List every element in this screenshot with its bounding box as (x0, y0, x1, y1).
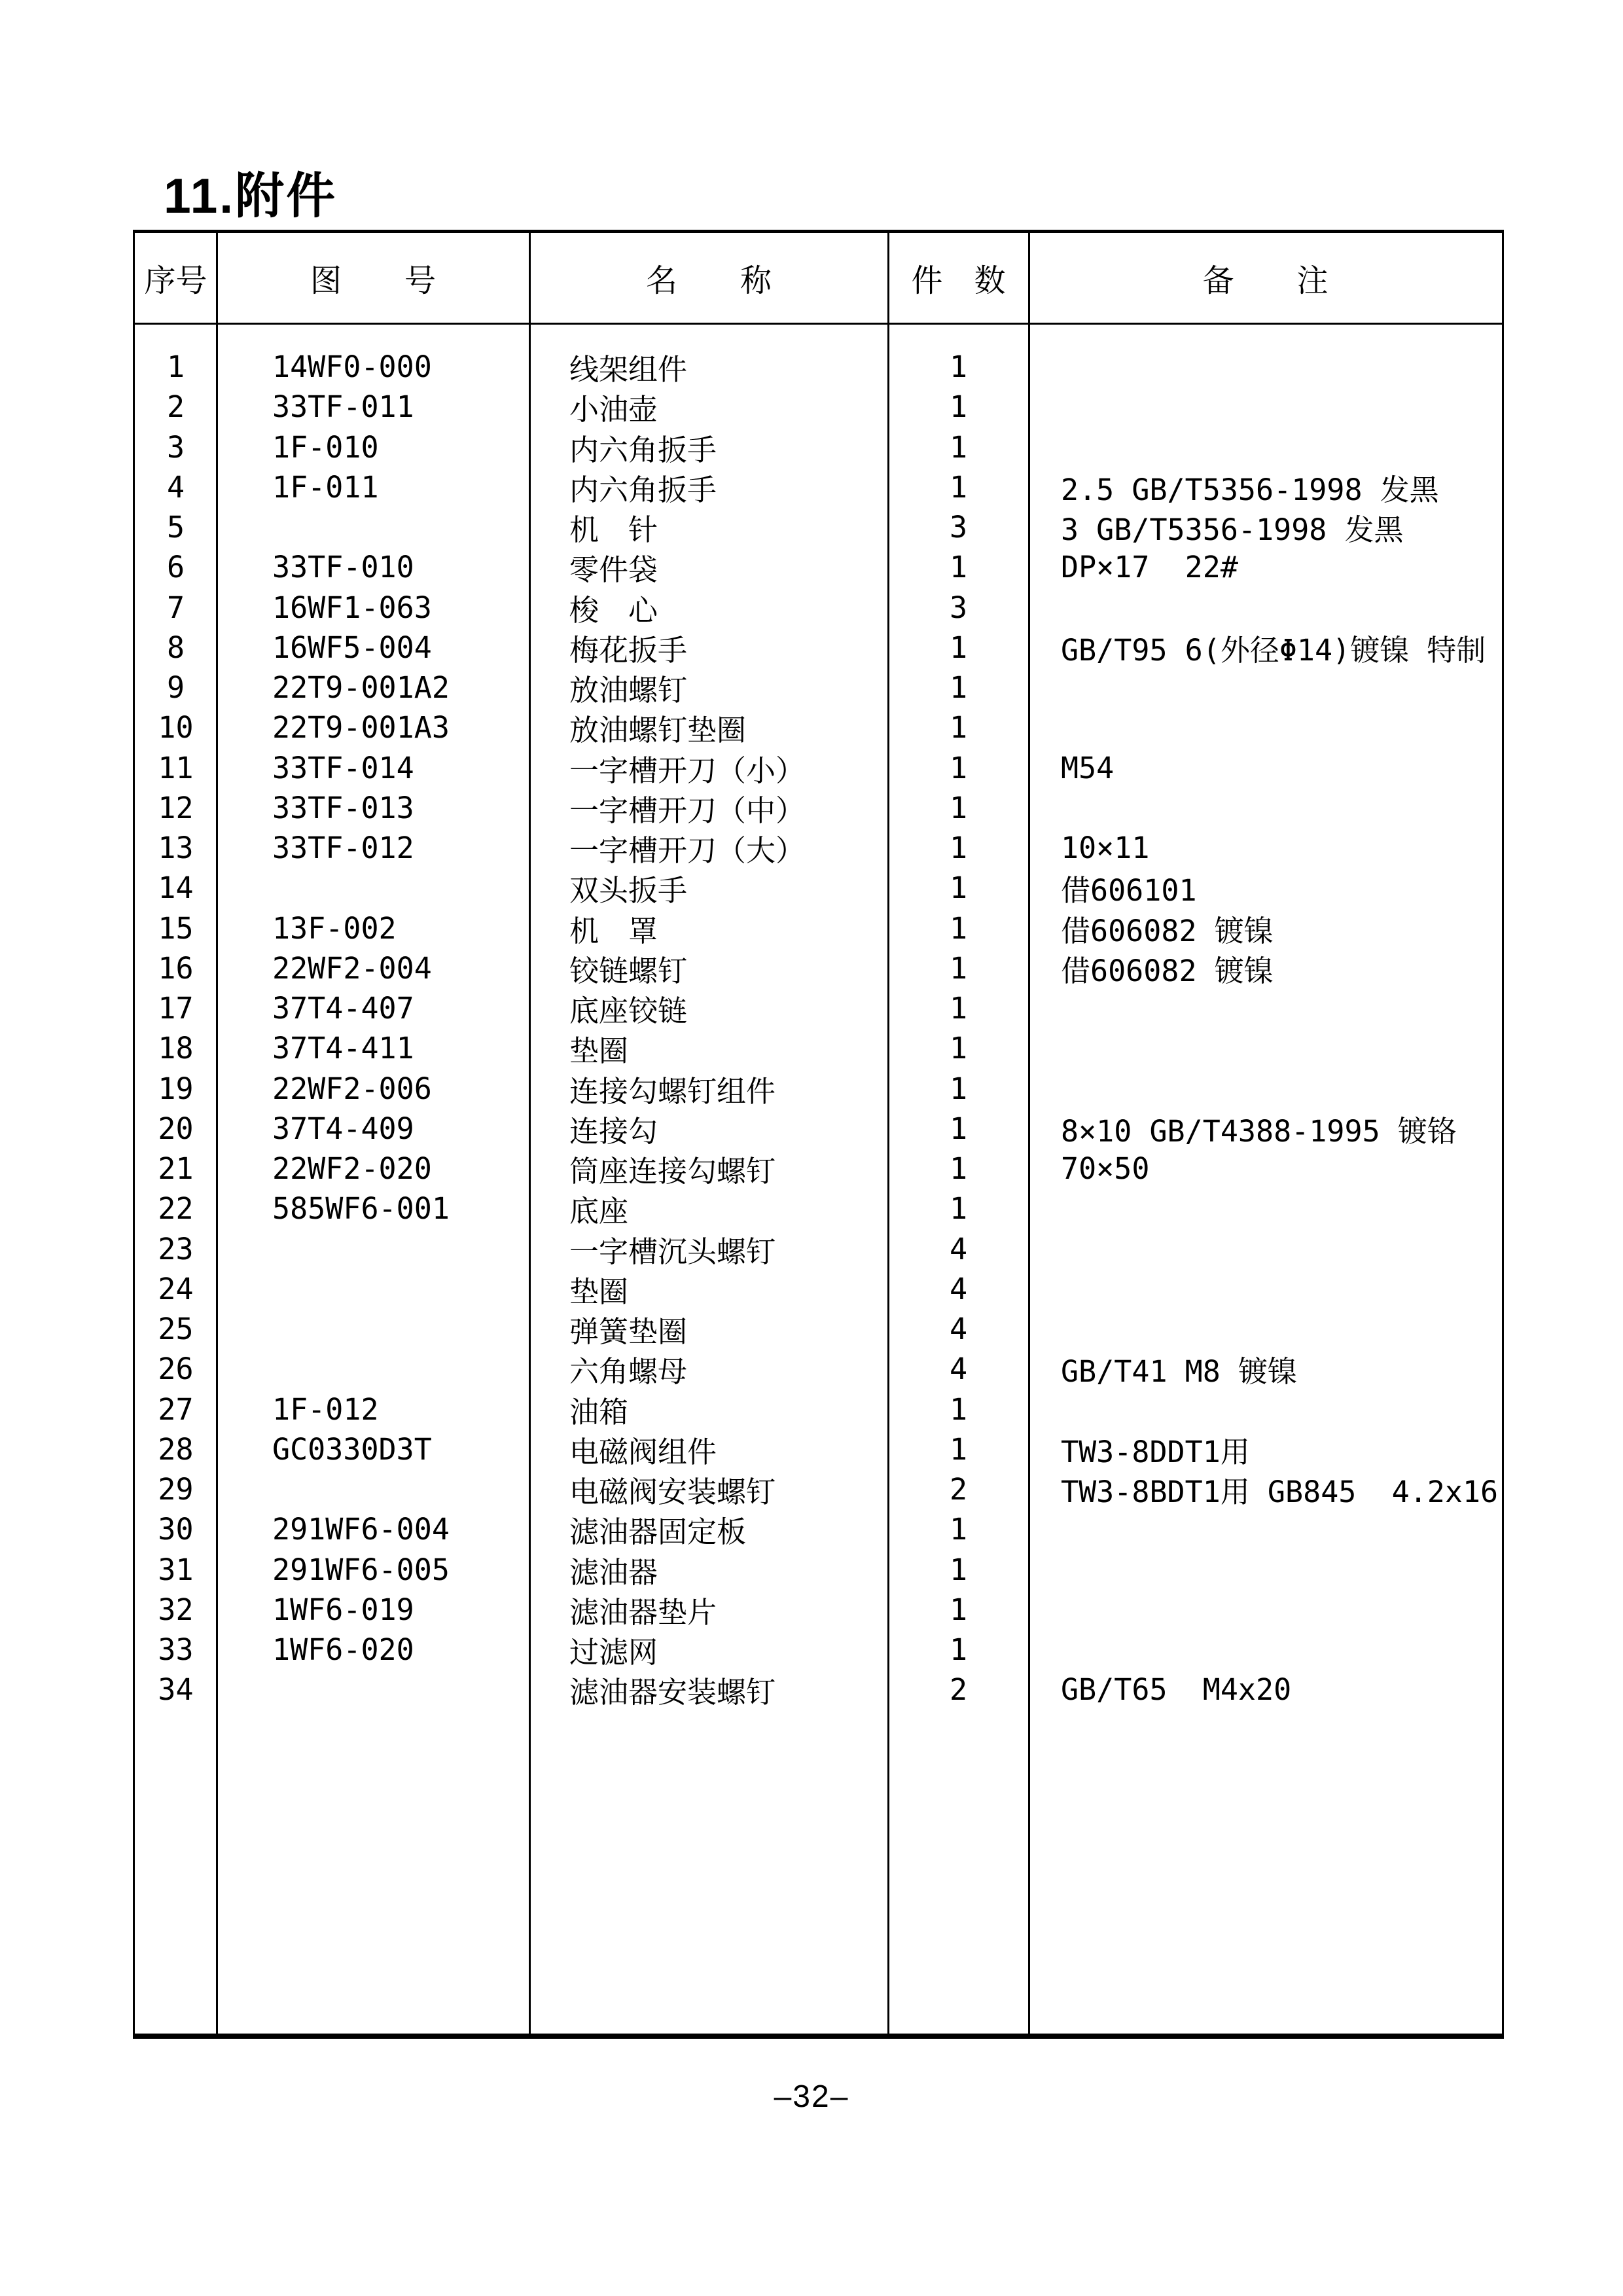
cell-seq: 18 (158, 1031, 194, 1066)
cell-qty: 1 (949, 991, 968, 1026)
cell-code: 33TF-011 (272, 389, 414, 425)
cell-code: 22T9-001A2 (272, 670, 450, 706)
cell-name: 电磁阀安装螺钉 (569, 1475, 776, 1510)
cell-name: 机 罩 (569, 913, 658, 948)
header-name: 名 称 (645, 262, 772, 299)
cell-remark: 借606082 镀镍 (1061, 913, 1274, 948)
cell-name: 梭 心 (569, 592, 658, 628)
table-row (135, 1590, 1502, 1630)
cell-name: 六角螺母 (569, 1354, 688, 1390)
cell-name: 内六角扳手 (569, 432, 717, 467)
cell-code: 37T4-409 (272, 1111, 414, 1146)
cell-seq: 24 (158, 1271, 194, 1306)
cell-qty: 4 (949, 1312, 968, 1347)
cell-qty: 1 (949, 1071, 968, 1106)
table-row (135, 1269, 1502, 1309)
cell-qty: 1 (949, 1031, 968, 1066)
cell-qty: 1 (949, 1191, 968, 1227)
cell-seq: 21 (158, 1151, 194, 1187)
cell-code: 37T4-411 (272, 1031, 414, 1066)
cell-code: 1WF6-020 (272, 1632, 414, 1668)
cell-name: 垫圈 (569, 1033, 629, 1069)
cell-code: 22T9-001A3 (272, 710, 450, 745)
cell-qty: 1 (949, 550, 968, 585)
table-row (135, 1469, 1502, 1509)
table-row (135, 347, 1502, 387)
cell-qty: 1 (949, 1111, 968, 1146)
table-row (135, 748, 1502, 788)
table-row (135, 788, 1502, 828)
cell-name: 连接勾螺钉组件 (569, 1073, 776, 1109)
cell-name: 一字槽沉头螺钉 (569, 1234, 776, 1269)
cell-code: 33TF-012 (272, 831, 414, 866)
cell-seq: 10 (158, 710, 194, 745)
cell-seq: 26 (158, 1352, 194, 1387)
cell-qty: 2 (949, 1472, 968, 1507)
cell-seq: 28 (158, 1431, 194, 1467)
cell-qty: 1 (949, 1431, 968, 1467)
table-row (135, 1229, 1502, 1269)
cell-seq: 23 (158, 1231, 194, 1266)
cell-code: 291WF6-005 (272, 1552, 450, 1587)
cell-name: 连接勾 (569, 1113, 658, 1149)
cell-seq: 34 (158, 1672, 194, 1708)
cell-seq: 16 (158, 950, 194, 986)
table-row (135, 1550, 1502, 1590)
column-divider-qty-remark (1028, 233, 1030, 2034)
cell-name: 弹簧垫圈 (569, 1314, 688, 1350)
cell-seq: 15 (158, 910, 194, 946)
cell-seq: 31 (158, 1552, 194, 1587)
cell-qty: 1 (949, 630, 968, 665)
cell-qty: 1 (949, 1592, 968, 1627)
table-row (135, 948, 1502, 988)
table-row (135, 427, 1502, 467)
cell-code: 585WF6-001 (272, 1191, 450, 1227)
cell-name: 滤油器固定板 (569, 1515, 747, 1550)
cell-name: 零件袋 (569, 552, 658, 588)
cell-code: 13F-002 (272, 910, 397, 946)
table-row (135, 628, 1502, 668)
cell-code: 1F-011 (272, 469, 379, 505)
cell-qty: 1 (949, 1391, 968, 1427)
cell-remark: 3 GB/T5356-1998 发黑 (1061, 512, 1404, 548)
cell-seq: 6 (166, 550, 185, 585)
table-row (135, 988, 1502, 1028)
cell-name: 油箱 (569, 1394, 629, 1429)
table-row (135, 1189, 1502, 1229)
cell-name: 一字槽开刀（大） (569, 833, 806, 869)
cell-seq: 22 (158, 1191, 194, 1227)
cell-name: 放油螺钉垫圈 (569, 713, 747, 748)
cell-qty: 1 (949, 389, 968, 425)
cell-remark: TW3-8BDT1用 GB845 4.2x16 (1061, 1475, 1499, 1510)
table-row (135, 467, 1502, 507)
cell-name: 滤油器垫片 (569, 1594, 717, 1630)
cell-code: 22WF2-006 (272, 1071, 432, 1106)
cell-remark: DP×17 22# (1061, 550, 1238, 585)
cell-remark: 借606082 镀镍 (1061, 953, 1274, 988)
cell-name: 滤油器安装螺钉 (569, 1675, 776, 1710)
cell-code: 22WF2-020 (272, 1151, 432, 1187)
cell-code: 1F-012 (272, 1391, 379, 1427)
cell-seq: 12 (158, 790, 194, 825)
cell-qty: 1 (949, 790, 968, 825)
cell-seq: 7 (166, 590, 185, 625)
cell-name: 垫圈 (569, 1274, 629, 1309)
cell-name: 小油壶 (569, 392, 658, 427)
table-row (135, 908, 1502, 948)
table-row (135, 507, 1502, 547)
cell-seq: 17 (158, 991, 194, 1026)
cell-qty: 1 (949, 910, 968, 946)
cell-remark: TW3-8DDT1用 (1061, 1434, 1250, 1469)
header-seq: 序号 (144, 262, 207, 299)
cell-name: 内六角扳手 (569, 472, 717, 507)
cell-code: 33TF-010 (272, 550, 414, 585)
cell-code: GC0330D3T (272, 1431, 432, 1467)
cell-qty: 2 (949, 1672, 968, 1708)
cell-name: 电磁阀组件 (569, 1434, 717, 1469)
cell-seq: 8 (166, 630, 185, 665)
cell-name: 过滤网 (569, 1635, 658, 1670)
cell-qty: 1 (949, 750, 968, 785)
cell-seq: 25 (158, 1312, 194, 1347)
table-row (135, 1349, 1502, 1389)
column-divider-name-qty (887, 233, 889, 2034)
cell-remark: GB/T65 M4x20 (1061, 1672, 1292, 1708)
table-row (135, 547, 1502, 587)
cell-name: 底座铰链 (569, 994, 688, 1029)
cell-code: 33TF-014 (272, 750, 414, 785)
header-bottom-rule (135, 323, 1502, 325)
cell-seq: 14 (158, 870, 194, 906)
cell-code: 33TF-013 (272, 790, 414, 825)
cell-name: 机 针 (569, 512, 658, 548)
cell-name: 滤油器 (569, 1554, 658, 1590)
table-row (135, 1149, 1502, 1189)
table-row (135, 1390, 1502, 1429)
cell-qty: 1 (949, 1151, 968, 1187)
table-row (135, 868, 1502, 908)
cell-qty: 1 (949, 429, 968, 465)
cell-code: 1F-010 (272, 429, 379, 465)
cell-remark: 10×11 (1061, 831, 1150, 866)
cell-qty: 1 (949, 831, 968, 866)
cell-qty: 1 (949, 670, 968, 706)
cell-seq: 9 (166, 670, 185, 706)
cell-seq: 27 (158, 1391, 194, 1427)
cell-seq: 33 (158, 1632, 194, 1668)
cell-qty: 1 (949, 469, 968, 505)
cell-seq: 20 (158, 1111, 194, 1146)
cell-qty: 1 (949, 350, 968, 385)
table-row (135, 1028, 1502, 1068)
parts-table (133, 230, 1504, 2039)
table-row (135, 387, 1502, 427)
cell-name: 梅花扳手 (569, 632, 688, 668)
column-divider-seq-code (216, 233, 218, 2034)
cell-seq: 2 (166, 389, 185, 425)
cell-code: 37T4-407 (272, 991, 414, 1026)
table-row (135, 1509, 1502, 1549)
cell-seq: 5 (166, 510, 185, 545)
cell-remark: GB/T41 M8 镀镍 (1061, 1354, 1297, 1390)
cell-qty: 1 (949, 1552, 968, 1587)
cell-seq: 30 (158, 1512, 194, 1547)
cell-code: 16WF1-063 (272, 590, 432, 625)
table-header (135, 233, 1502, 323)
cell-seq: 11 (158, 750, 194, 785)
cell-qty: 3 (949, 510, 968, 545)
cell-remark: M54 (1061, 750, 1115, 785)
cell-seq: 3 (166, 429, 185, 465)
cell-code: 291WF6-004 (272, 1512, 450, 1547)
cell-name: 一字槽开刀（小） (569, 753, 806, 788)
page-number: –32– (774, 2079, 849, 2114)
cell-name: 放油螺钉 (569, 673, 688, 708)
cell-remark: 8×10 GB/T4388-1995 镀铬 (1061, 1113, 1457, 1149)
cell-qty: 3 (949, 590, 968, 625)
cell-qty: 1 (949, 1512, 968, 1547)
header-qty: 件 数 (911, 262, 1006, 299)
table-row (135, 1670, 1502, 1710)
table-row (135, 1630, 1502, 1670)
table-row (135, 1429, 1502, 1469)
table-row (135, 1069, 1502, 1109)
cell-seq: 13 (158, 831, 194, 866)
table-body (135, 325, 1502, 1710)
column-divider-code-name (529, 233, 531, 2034)
cell-qty: 1 (949, 870, 968, 906)
table-row (135, 708, 1502, 747)
cell-name: 筒座连接勾螺钉 (569, 1154, 776, 1189)
header-code: 图 号 (310, 262, 436, 299)
cell-qty: 1 (949, 1632, 968, 1668)
cell-code: 1WF6-019 (272, 1592, 414, 1627)
table-row (135, 1109, 1502, 1149)
table-row (135, 828, 1502, 868)
cell-seq: 4 (166, 469, 185, 505)
cell-remark: 2.5 GB/T5356-1998 发黑 (1061, 472, 1439, 507)
cell-qty: 4 (949, 1352, 968, 1387)
cell-seq: 32 (158, 1592, 194, 1627)
cell-seq: 19 (158, 1071, 194, 1106)
header-remark: 备 注 (1202, 262, 1329, 299)
table-row (135, 668, 1502, 708)
cell-qty: 1 (949, 950, 968, 986)
table-row (135, 1309, 1502, 1349)
cell-name: 双头扳手 (569, 873, 688, 908)
cell-code: 14WF0-000 (272, 350, 432, 385)
cell-qty: 4 (949, 1231, 968, 1266)
cell-seq: 1 (166, 350, 185, 385)
cell-name: 底座 (569, 1194, 629, 1229)
cell-remark: 借606101 (1061, 873, 1197, 908)
cell-remark: GB/T95 6(外径Φ14)镀镍 特制 (1061, 632, 1486, 668)
cell-name: 铰链螺钉 (569, 953, 688, 988)
cell-code: 16WF5-004 (272, 630, 432, 665)
cell-name: 一字槽开刀（中） (569, 793, 806, 828)
cell-seq: 29 (158, 1472, 194, 1507)
section-title: 11.附件 (164, 168, 338, 223)
cell-qty: 4 (949, 1271, 968, 1306)
cell-code: 22WF2-004 (272, 950, 432, 986)
cell-qty: 1 (949, 710, 968, 745)
table-row (135, 588, 1502, 628)
cell-name: 线架组件 (569, 352, 688, 387)
cell-remark: 70×50 (1061, 1151, 1150, 1187)
